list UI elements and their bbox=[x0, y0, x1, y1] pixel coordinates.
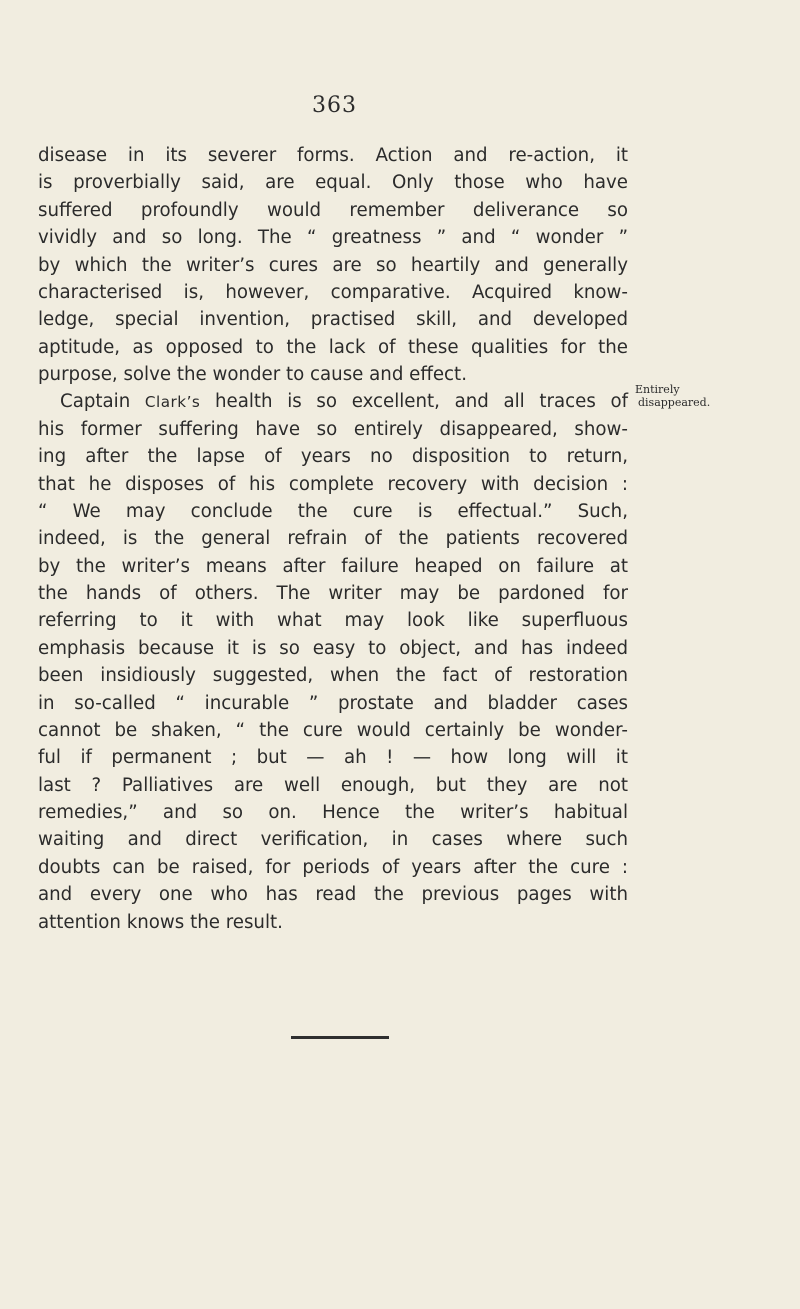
body-text bbox=[38, 142, 628, 936]
text-run: health is so excellent, and all traces of bbox=[200, 391, 628, 413]
text-line: “ We may conclude the cure is effectual.” Such, bbox=[38, 500, 628, 522]
text-line: indeed, is the general refrain of the patients recovered bbox=[38, 528, 628, 550]
text-line: by the writer’s means after failure heaped on failure at bbox=[38, 555, 628, 577]
marginal-note bbox=[633, 383, 713, 409]
text-line: vividly and so long. The “ greatness ” and “ wonder ” bbox=[38, 227, 628, 249]
text-line: that he disposes of his complete recovery with decision : bbox=[38, 473, 628, 495]
text-line: disease in its severer forms. Action and re-action, it bbox=[38, 145, 628, 166]
text-line: ing after the lapse of years no disposition to return, bbox=[38, 446, 628, 468]
text-line: emphasis because it is so easy to object, and has indeed bbox=[38, 637, 628, 659]
text-line: his former suffering have so entirely disappeared, show- bbox=[38, 418, 628, 440]
text-line: in so-called “ incurable ” prostate and bladder cases bbox=[38, 692, 628, 714]
text-line: doubts can be raised, for periods of years after the cure : bbox=[38, 856, 628, 878]
text-line: characterised is, however, comparative. Acquired know- bbox=[38, 281, 628, 303]
text-line: the hands of others. The writer may be pardoned for bbox=[38, 583, 628, 604]
small-caps-name: Clark’s bbox=[144, 393, 201, 412]
closing-rule bbox=[291, 1036, 389, 1039]
text-line: ledge, special invention, practised skill, and developed bbox=[38, 309, 628, 331]
page-number: 363 bbox=[312, 93, 357, 118]
text-line: suffered profoundly would remember deliverance so bbox=[38, 199, 628, 221]
text-line: is proverbially said, are equal. Only those who have bbox=[38, 172, 628, 194]
text-line: aptitude, as opposed to the lack of these qualities for the bbox=[38, 336, 628, 358]
text-line: purpose, solve the wonder to cause and effect. bbox=[38, 364, 467, 385]
marginal-note-line: Entirely bbox=[635, 383, 680, 396]
text-line: remedies,” and so on. Hence the writer’s habitual bbox=[38, 802, 628, 823]
text-line: by which the writer’s cures are so heartily and generally bbox=[38, 254, 628, 276]
paragraph-start-line bbox=[38, 388, 628, 415]
text-line: cannot be shaken, “ the cure would certainly be wonder- bbox=[38, 719, 628, 741]
marginal-note-line: disappeared. bbox=[638, 396, 711, 409]
text-line: referring to it with what may look like superfluous bbox=[38, 610, 628, 632]
text-run: Captain bbox=[60, 391, 145, 413]
text-line: last ? Palliatives are well enough, but they are not bbox=[38, 774, 628, 796]
text-line: ful if permanent ; but — ah ! — how long will it bbox=[38, 747, 628, 769]
text-line: been insidiously suggested, when the fact of restoration bbox=[38, 665, 628, 687]
text-line: and every one who has read the previous pages with bbox=[38, 884, 628, 906]
text-line: waiting and direct verification, in cases where such bbox=[38, 829, 628, 851]
text-line: attention knows the result. bbox=[38, 911, 283, 933]
